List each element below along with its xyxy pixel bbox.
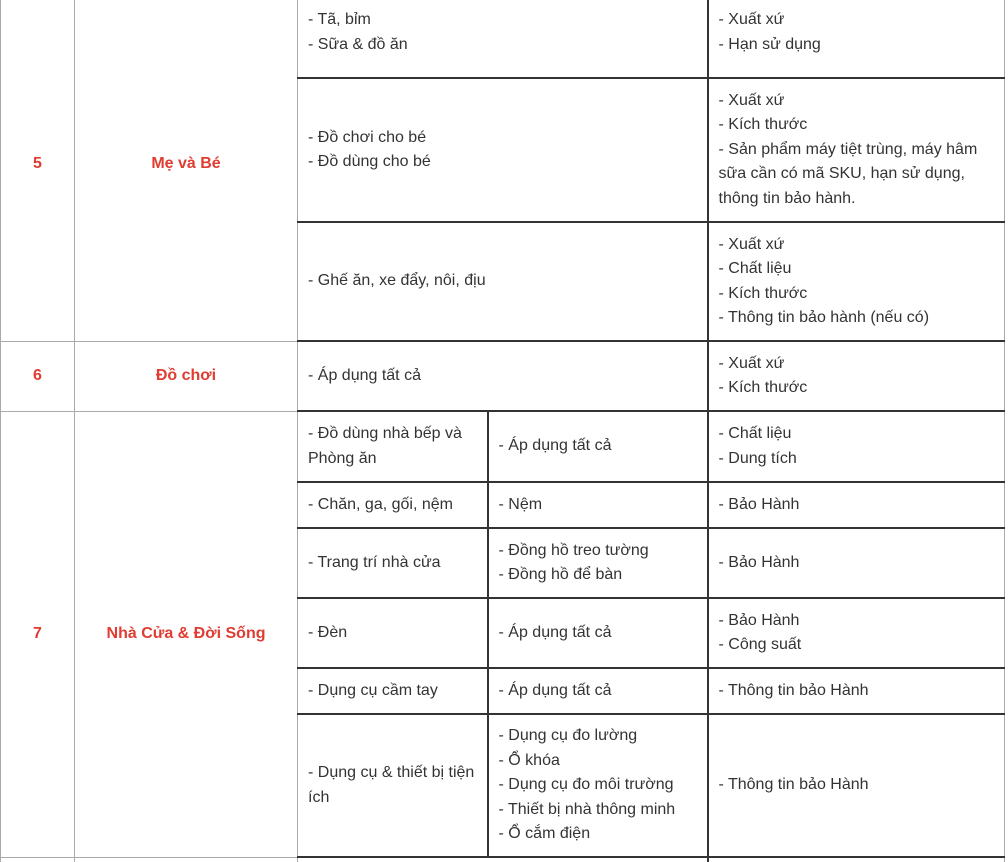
subcategory-item: - Nệm	[498, 495, 543, 513]
subcategory-cell	[298, 78, 708, 222]
requirement-cell	[708, 0, 1005, 78]
subcategory-group: - Đồ dùng nhà bếp và Phòng ăn	[308, 425, 462, 467]
category-number: 7	[1, 411, 75, 857]
subcategory-item: - Sữa & đồ ăn	[308, 35, 408, 53]
subcategory-group-cell	[298, 411, 488, 482]
category-name: Đồ chơi	[75, 341, 298, 411]
table-row	[1, 341, 1005, 411]
subcategory-group-cell	[298, 528, 488, 598]
requirement-item: - Bảo Hành	[718, 611, 800, 629]
requirement-cell	[708, 857, 1005, 862]
subcategory-group-cell	[298, 668, 488, 714]
requirement-item: - Thông tin bảo hành (nếu có)	[718, 309, 930, 326]
subcategory-cell	[488, 528, 708, 598]
subcategory-item: - Đồ dùng cho bé	[308, 153, 431, 170]
subcategory-item: - Đồ chơi cho bé	[308, 128, 427, 146]
requirement-cell	[708, 78, 1005, 222]
subcategory-group-cell	[298, 482, 488, 528]
requirement-item: - Bảo Hành	[718, 495, 800, 513]
requirement-item: - Kích thước	[718, 284, 808, 302]
category-number: 5	[1, 0, 75, 341]
category-number	[1, 857, 75, 862]
requirement-cell	[708, 714, 1005, 857]
requirement-cell	[708, 668, 1005, 714]
subcategory-item: - Ổ cắm điện	[498, 825, 591, 843]
subcategory-group-cell	[298, 598, 488, 668]
subcategory-group-cell	[298, 714, 488, 857]
subcategory-cell	[488, 411, 708, 482]
subcategory-item: - Áp dụng tất cả	[498, 437, 612, 455]
subcategory-cell	[298, 222, 708, 341]
requirement-item: - Sản phẩm máy tiệt trùng, máy hâm sữa cần có mã SKU, hạn sử dụng, thông tin bảo hành.	[718, 140, 978, 207]
requirement-item: - Kích thước	[718, 379, 808, 396]
subcategory-item: - Ghế ăn, xe đẩy, nôi, địu	[308, 272, 486, 290]
subcategory-item: - Đồng hồ treo tường	[498, 541, 649, 559]
requirement-item: - Xuất xứ	[718, 91, 785, 109]
requirement-item: - Chất liệu	[718, 260, 792, 277]
category-name	[75, 857, 298, 862]
subcategory-cell	[298, 341, 708, 411]
requirement-item: - Hạn sử dụng	[718, 35, 821, 53]
requirement-item: - Xuất xứ	[718, 235, 785, 253]
subcategory-item: - Dụng cụ đo lường	[498, 727, 638, 745]
requirement-item: - Thông tin bảo Hành	[718, 776, 869, 794]
requirement-cell	[708, 411, 1005, 482]
subcategory-cell	[488, 668, 708, 714]
subcategory-cell	[298, 857, 708, 862]
requirement-cell	[708, 528, 1005, 598]
subcategory-cell	[488, 598, 708, 668]
requirement-cell	[708, 482, 1005, 528]
requirement-item: - Dung tích	[718, 449, 797, 467]
category-name: Nhà Cửa & Đời Sống	[75, 411, 298, 857]
requirement-item: - Công suất	[718, 636, 802, 653]
subcategory-group: - Dụng cụ & thiết bị tiện ích	[308, 764, 475, 806]
requirement-item: - Xuất xứ	[718, 11, 785, 28]
table-row	[1, 0, 1005, 78]
requirement-item: - Bảo Hành	[718, 553, 800, 571]
subcategory-cell	[488, 714, 708, 857]
table-row	[1, 411, 1005, 482]
subcategory-item: - Thiết bị nhà thông minh	[498, 800, 676, 818]
subcategory-item: - Ổ khóa	[498, 751, 560, 769]
table-row	[1, 857, 1005, 862]
subcategory-item: - Áp dụng tất cả	[498, 681, 612, 699]
subcategory-group: - Trang trí nhà cửa	[308, 553, 441, 571]
category-number: 6	[1, 341, 75, 411]
requirement-item: - Kích thước	[718, 116, 808, 134]
requirement-item: - Xuất xứ	[718, 354, 785, 372]
requirement-cell	[708, 341, 1005, 411]
subcategory-item: - Áp dụng tất cả	[308, 366, 421, 384]
subcategory-group: - Đèn	[308, 623, 348, 641]
requirement-item: - Thông tin bảo Hành	[718, 681, 869, 699]
subcategory-group: - Chăn, ga, gối, nệm	[308, 495, 453, 513]
subcategory-cell	[298, 0, 708, 78]
subcategory-item: - Tã, bỉm	[308, 11, 371, 28]
category-name: Mẹ và Bé	[75, 0, 298, 341]
subcategory-group: - Dụng cụ cầm tay	[308, 681, 438, 699]
subcategory-item: - Đồng hồ để bàn	[498, 566, 623, 583]
subcategory-item: - Dụng cụ đo môi trường	[498, 776, 674, 794]
requirement-cell	[708, 222, 1005, 341]
subcategory-item: - Áp dụng tất cả	[498, 623, 612, 641]
requirement-item: - Chất liệu	[718, 425, 792, 442]
requirement-cell	[708, 598, 1005, 668]
subcategory-cell	[488, 482, 708, 528]
